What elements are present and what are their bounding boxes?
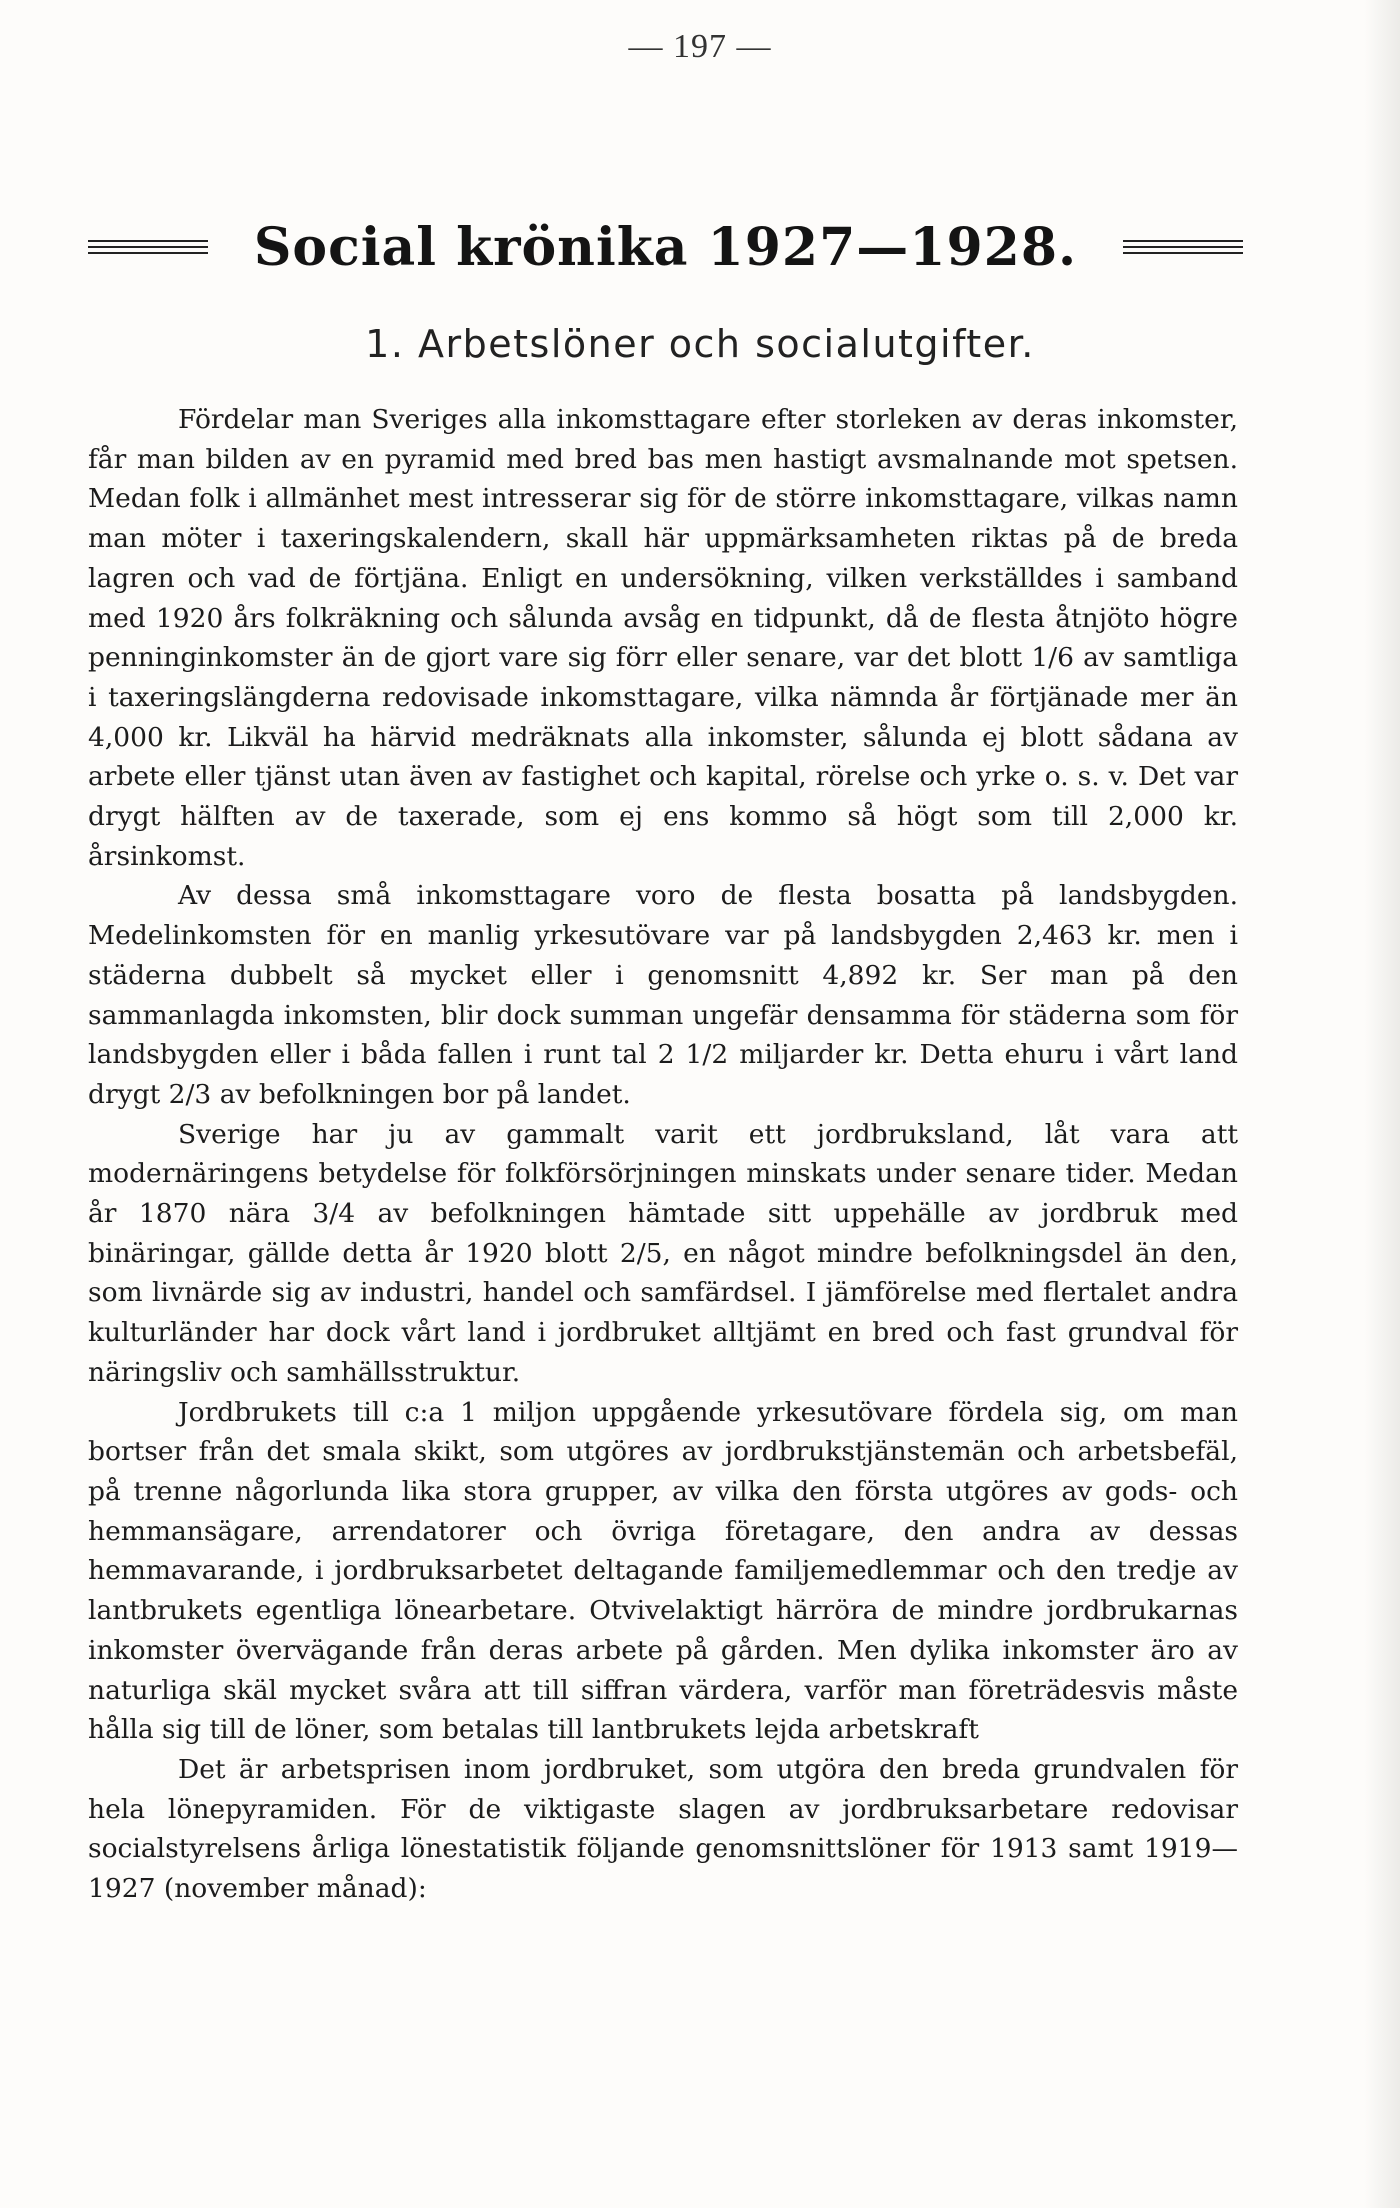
paragraph-2: Av dessa små inkomsttagare voro de flesta bosatta på landsbygden. Medelinkomsten för en manlig yrkesutövare var på landsbygden 2,463 kr. men i städerna dubbelt så mycket eller i genomsnitt 4,892 kr. Ser man på den sammanlagda inkomsten, blir dock summan ungefär densamma för städerna som för landsbygden eller i båda fallen i runt tal 2 1/2 miljarder kr. Detta ehuru i vårt land drygt 2/3 av befolkningen bor på landet. [88, 880, 1238, 1110]
paragraph-3: Sverige har ju av gammalt varit ett jordbruksland, låt vara att modernäringens betydelse för folkförsörjningen minskats under senare tider. Medan år 1870 nära 3/4 av befolkningen hämtade sitt uppehälle av jordbruk med binäringar, gällde detta år 1920 blott 2/5, en något mindre befolkningsdel än den, som livnärde sig av industri, handel och samfärdsel. I jämförelse med flertalet andra kulturländer har dock vårt land i jordbruket alltjämt en bred och fast grundval för näringsliv och samhällsstruktur. [88, 1118, 1238, 1388]
page-number: — 197 — [628, 28, 772, 65]
paragraph-4: Jordbrukets till c:a 1 miljon uppgående yrkesutövare fördela sig, om man bortser från det smala skikt, som utgöres av jordbrukstjänstemän och arbetsbefäl, på trenne någorlunda lika stora grupper, av vilka den första utgöres av gods- och hemmansägare, arrendatorer och övriga företagare, den andra av dessas hemmavarande, i jordbruksarbetet deltagande familjemedlemmar och den tredje av lantbrukets egentliga lönearbetare. Otvivelaktigt härröra de mindre jordbrukarnas inkomster övervägande från deras arbete på gården. Men dylika inkomster äro av naturliga skäl mycket svåra att till siffran värdera, varför man företrädesvis måste hålla sig till de löner, som betalas till lantbrukets lejda arbetskraft [88, 1396, 1238, 1746]
chapter-heading [88, 212, 1243, 282]
heading-rule-right [1123, 237, 1243, 257]
section-title: 1. Arbetslöner och socialutgifter. [365, 322, 1035, 366]
paragraph-1: Fördelar man Sveriges alla inkomsttagare efter storleken av deras inkomster, får man bilden av en pyramid med bred bas men hastigt avsmalnande mot spetsen. Medan folk i allmänhet mest intresserar sig för de större inkomsttagare, vilkas namn man möter i taxeringskalendern, skall här uppmärksamheten riktas på de breda lagren och vad de förtjäna. Enligt en undersökning, vilken verkställdes i samband med 1920 års folkräkning och sålunda avsåg en tidpunkt, då de flesta åtnjöto högre penninginkomster än de gjort vare sig förr eller senare, var det blott 1/6 av samtliga i taxeringslängderna redovisade inkomsttagare, vilka nämnda år förtjänade mer än 4,000 kr. Likväl ha härvid medräknats alla inkomster, sålunda ej blott sådana av arbete eller tjänst utan även av fastighet och kapital, rörelse och yrke o. s. v. Det var drygt hälften av de taxerade, som ej ens kommo så högt som till 2,000 kr. årsinkomst. [88, 404, 1238, 872]
heading-rule-left [88, 237, 208, 257]
paragraph-5: Det är arbetsprisen inom jordbruket, som utgöra den breda grundvalen för hela lönepyramiden. För de viktigaste slagen av jordbruksarbetare redovisar socialstyrelsens årliga lönestatistik följande genomsnittslöner för 1913 samt 1919—1927 (november månad): [88, 1753, 1238, 1905]
chapter-title: Social krönika 1927—1928. [253, 216, 1078, 278]
body-text [88, 400, 1238, 1909]
